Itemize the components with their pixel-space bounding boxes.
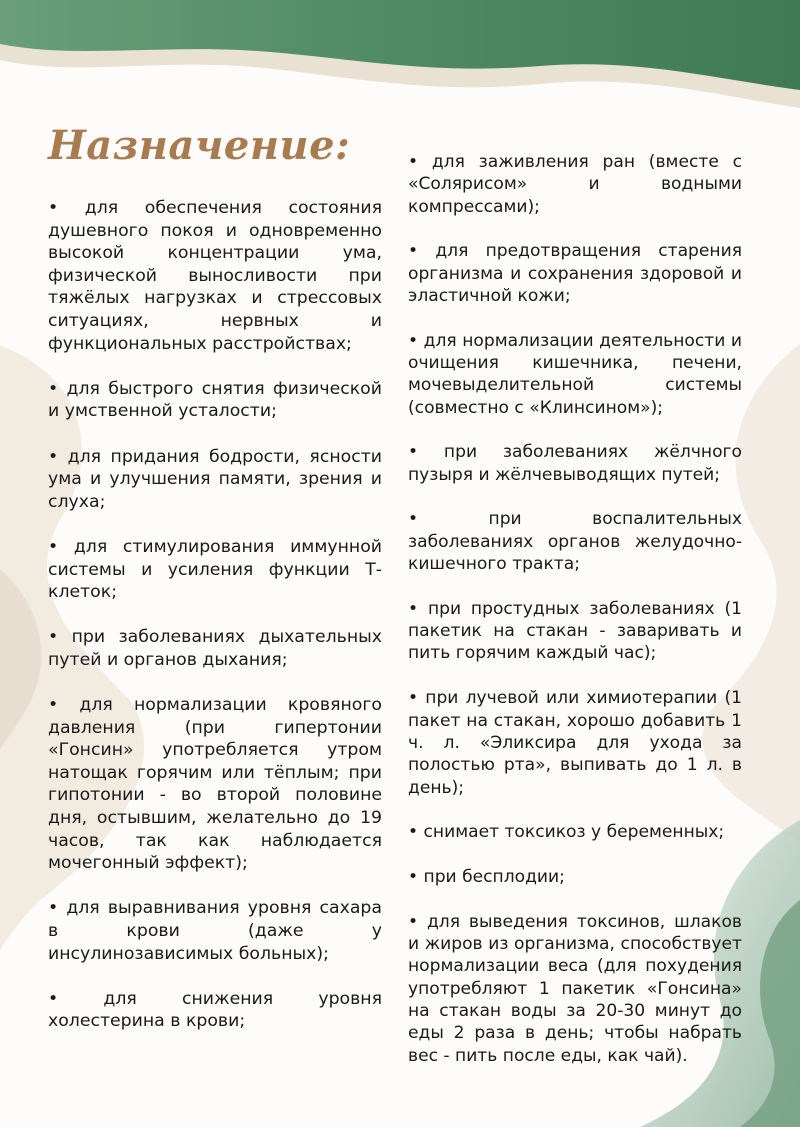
list-item: • для придания бодрости, ясности ума и улучшения памяти, зрения и слуха; bbox=[48, 446, 382, 512]
list-item: • для быстрого снятия физической и умственной усталости; bbox=[48, 378, 382, 422]
list-item: • при заболеваниях дыхательных путей и органов дыхания; bbox=[48, 627, 382, 670]
right-column bbox=[408, 151, 742, 1089]
list-item: • при лучевой или химиотерапии (1 пакет на стакан, хорошо добавить 1 ч. л. «Эликсира для ухода за полостью рта», выпивать до 1 л. в день); bbox=[408, 688, 742, 798]
list-item: • для снижения уровня холестерина в крови; bbox=[48, 988, 382, 1032]
list-item: • для выведения токсинов, шлаков и жиров из организма, способствует нормализации веса (для похудения употребляют 1 пакетик «Гонсина» на стакан воды за 20-30 минут до еды 2 раза в день; чтобы набрать вес - пить после еды, как чай). bbox=[408, 911, 742, 1066]
list-item: • при заболеваниях жёлчного пузыря и жёлчевыводящих путей; bbox=[408, 442, 742, 485]
list-item: • для нормализации деятельности и очищения кишечника, печени, мочевыделительной системы (совместно с «Клинсином»); bbox=[408, 330, 742, 418]
list-item: • для предотвращения старения организма и сохранения здоровой и эластичной кожи; bbox=[408, 241, 742, 307]
list-item: • при бесплодии; bbox=[408, 866, 565, 887]
list-item: • при воспалительных заболеваниях органов желудочно-кишечного тракта; bbox=[408, 509, 742, 575]
list-item: • для выравнивания уровня сахара в крови (даже у инсулинозависимых больных); bbox=[48, 898, 382, 964]
left-column bbox=[48, 197, 382, 1056]
list-item: • для стимулирования иммунной системы и усиления функции Т-клеток; bbox=[48, 536, 382, 603]
list-item: • для заживления ран (вместе с «Солярисом» и водными компрессами); bbox=[408, 152, 742, 217]
list-item: • для нормализации кровяного давления (при гипертонии «Гонсин» употребляется утром натощак горячим или тёплым; при гипотонии - во второй половине дня, остывшим, желательно до 19 часов, так как наблюдается мочегонный эффект); bbox=[48, 695, 382, 874]
list-item: • снимает токсикоз у беременных; bbox=[408, 822, 725, 843]
list-item: • при простудных заболеваниях (1 пакетик на стакан - заваривать и пить горячим каждый час); bbox=[408, 598, 742, 664]
page-title: Назначение: bbox=[48, 122, 351, 169]
list-item: • для обеспечения состояния душевного покоя и одновременно высокой концентрации ума, физической выносливости при тяжёлых нагрузках и стрессовых ситуациях, нервных и функциональных расстройствах; bbox=[48, 198, 382, 354]
